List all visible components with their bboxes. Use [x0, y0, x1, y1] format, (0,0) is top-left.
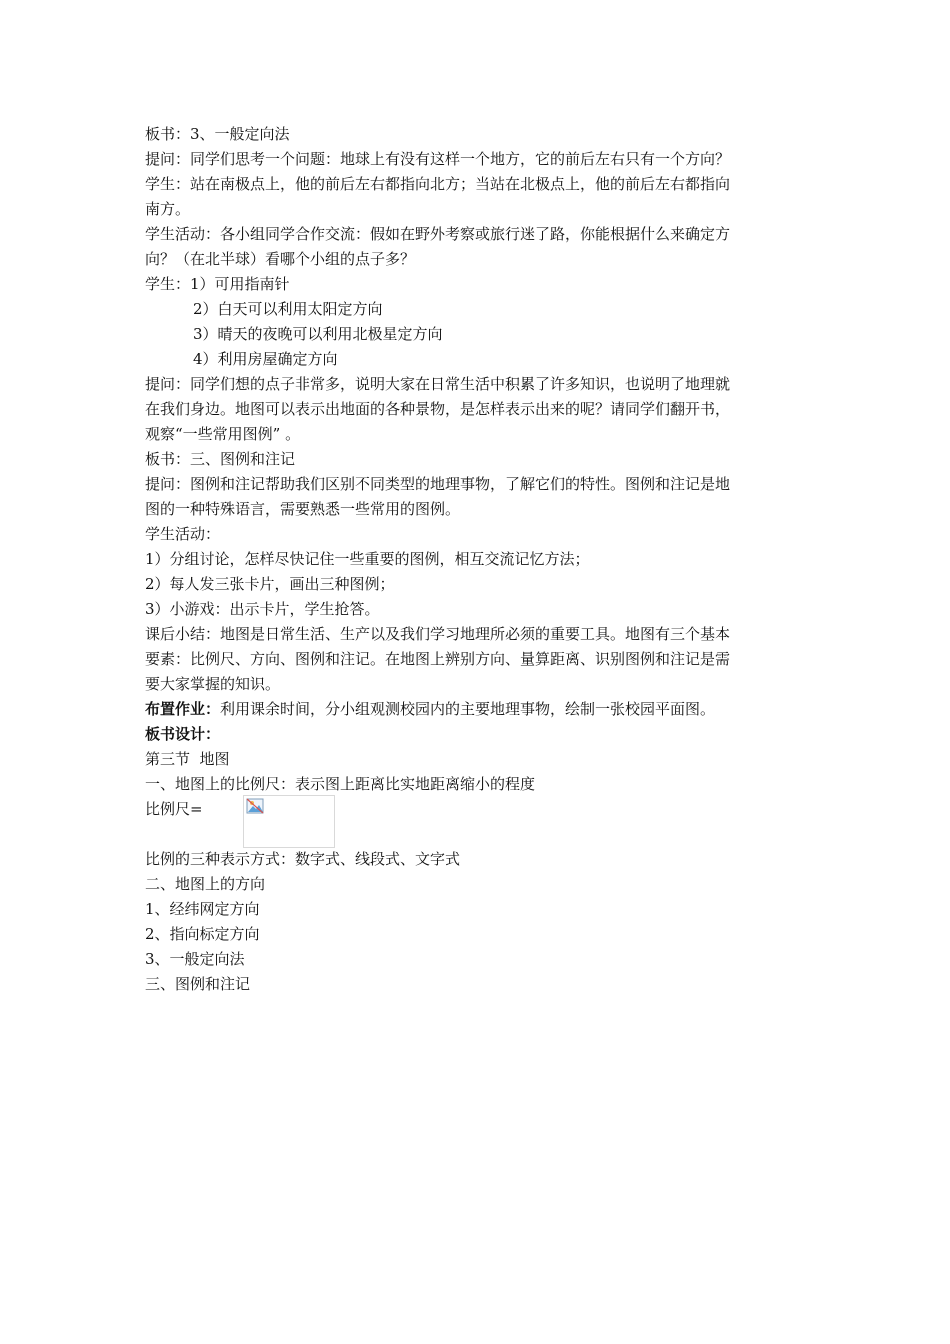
board-direction-2: 2、指向标定方向: [145, 925, 260, 943]
homework-line: [145, 697, 810, 722]
student-method-1: 学生：1）可用指南针: [145, 275, 290, 293]
summary-line2: 要素：比例尺、方向、图例和注记。在地图上辨别方向、量算距离、识别图例和注记是需: [145, 650, 731, 668]
student-answer-poles-line2: 南方。: [145, 200, 191, 218]
board-section-title: 第三节 地图: [145, 750, 230, 768]
board-design-label: 板书设计：: [145, 725, 221, 743]
formula-image-placeholder: [243, 795, 335, 848]
homework-text: 利用课余时间，分小组观测校园内的主要地理事物，绘制一张校园平面图。: [220, 700, 716, 718]
board-scale-definition: 一、地图上的比例尺：表示图上距离比实地距离缩小的程度: [145, 775, 536, 793]
question-map-legend-line2: 在我们身边。地图可以表示出地面的各种景物，是怎样表示出来的呢？请同学们翻开书，: [145, 400, 731, 418]
summary-line1: 课后小结：地图是日常生活、生产以及我们学习地理所必须的重要工具。地图有三个基本: [145, 625, 731, 643]
question-one-direction: 提问：同学们思考一个问题：地球上有没有这样一个地方，它的前后左右只有一个方向？: [145, 150, 731, 168]
activity-step-2: 2）每人发三张卡片，画出三种图例；: [145, 575, 395, 593]
broken-image-icon: [246, 798, 264, 814]
board-note-general-orientation: 板书：3、一般定向法: [145, 125, 290, 143]
student-method-3: 3）晴天的夜晚可以利用北极星定方向: [193, 325, 443, 343]
lesson-plan-text: [145, 122, 810, 997]
board-direction-1: 1、经纬网定方向: [145, 900, 260, 918]
student-activity-line2: 向？（在北半球）看哪个小组的点子多？: [145, 250, 416, 268]
student-activity-line1: 学生活动：各小组同学合作交流：假如在野外考察或旅行迷了路，你能根据什么来确定方: [145, 225, 731, 243]
student-answer-poles-line1: 学生：站在南极点上，他的前后左右都指向北方；当站在北极点上，他的前后左右都指向: [145, 175, 731, 193]
student-activity-heading: 学生活动：: [145, 525, 221, 543]
scale-forms: 比例的三种表示方式：数字式、线段式、文字式: [145, 850, 461, 868]
homework-label: 布置作业：: [145, 700, 221, 718]
question-map-legend-line1: 提问：同学们想的点子非常多，说明大家在日常生活中积累了许多知识，也说明了地理就: [145, 375, 731, 393]
question-legend-purpose-line1: 提问：图例和注记帮助我们区别不同类型的地理事物，了解它们的特性。图例和注记是地: [145, 475, 731, 493]
question-map-legend-line3: 观察“一些常用图例” 。: [145, 425, 301, 443]
student-method-2: 2）白天可以利用太阳定方向: [193, 300, 383, 318]
question-legend-purpose-line2: 图的一种特殊语言，需要熟悉一些常用的图例。: [145, 500, 461, 518]
board-direction-heading: 二、地图上的方向: [145, 875, 266, 893]
activity-step-1: 1）分组讨论，怎样尽快记住一些重要的图例，相互交流记忆方法；: [145, 550, 590, 568]
activity-step-3: 3）小游戏：出示卡片，学生抢答。: [145, 600, 380, 618]
board-note-legend: 板书：三、图例和注记: [145, 450, 296, 468]
summary-line3: 要大家掌握的知识。: [145, 675, 281, 693]
board-direction-3: 3、一般定向法: [145, 950, 245, 968]
board-legend-heading: 三、图例和注记: [145, 975, 251, 993]
scale-formula-label: 比例尺=: [145, 800, 203, 818]
scale-formula-row: [145, 797, 810, 847]
student-method-4: 4）利用房屋确定方向: [193, 350, 338, 368]
